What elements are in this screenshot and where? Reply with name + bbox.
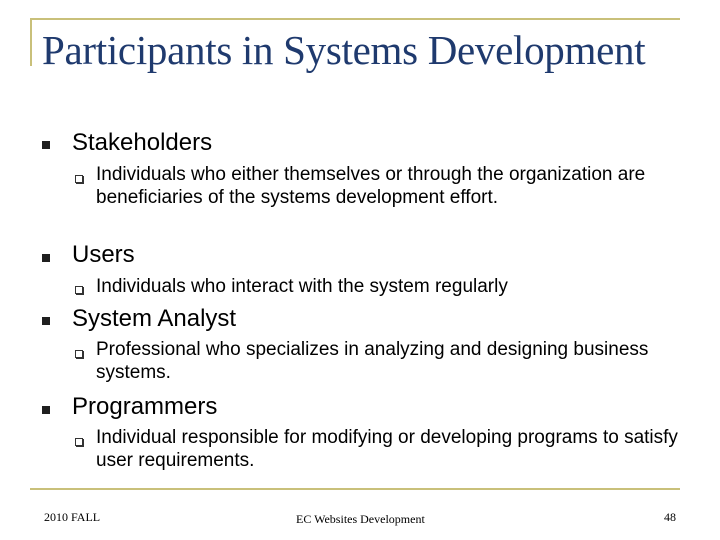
sub-bullet-programmers-desc: Individual responsible for modifying or developing programs to satisfy user requirements. xyxy=(96,427,678,471)
sub-bullet-checkbox-icon xyxy=(75,286,83,294)
bullet-system-analyst: System Analyst xyxy=(72,305,237,332)
sub-bullet-checkbox-icon xyxy=(75,438,83,446)
slide-title: Participants in Systems Development xyxy=(42,27,646,73)
footer-divider xyxy=(30,488,680,490)
bullet-square-icon xyxy=(42,141,50,149)
bullet-users: Users xyxy=(72,241,135,268)
bullet-square-icon xyxy=(42,254,50,262)
page-number: 48 xyxy=(664,510,676,524)
bullet-programmers: Programmers xyxy=(72,393,218,420)
footer-term: 2010 FALL xyxy=(44,510,101,524)
sub-bullet-users-desc: Individuals who interact with the system regularly xyxy=(96,276,508,297)
sub-bullet-checkbox-icon xyxy=(75,350,83,358)
sub-bullet-system-analyst-desc: Professional who specializes in analyzing and designing business systems. xyxy=(96,339,649,383)
bullet-square-icon xyxy=(42,406,50,414)
bullet-square-icon xyxy=(42,317,50,325)
bullet-stakeholders: Stakeholders xyxy=(72,129,213,156)
footer-course-title: EC Websites Development xyxy=(296,512,425,526)
sub-bullet-checkbox-icon xyxy=(75,175,83,183)
sub-bullet-stakeholders-desc: Individuals who either themselves or through the organization are beneficiaries of the systems development effort. xyxy=(96,164,646,208)
